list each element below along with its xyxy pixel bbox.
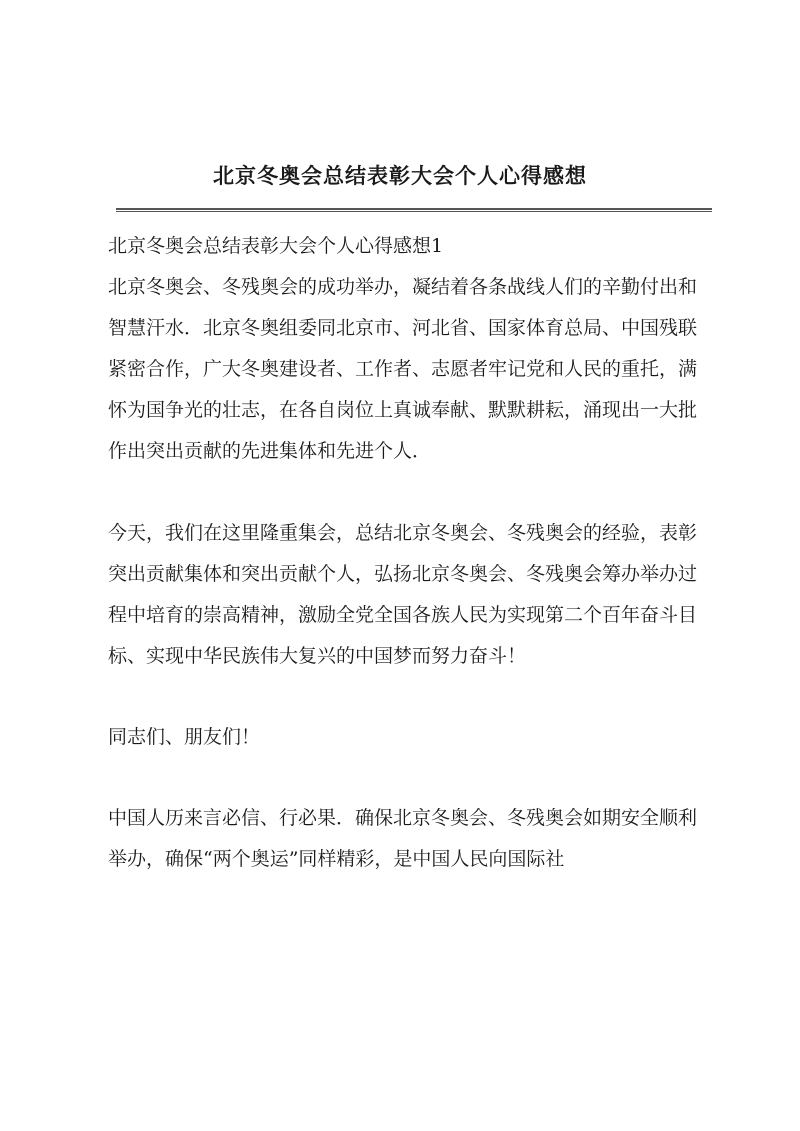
paragraph-spacer [108,472,708,513]
section-heading: 北京冬奥会总结表彰大会个人心得感想1 [108,235,444,257]
paragraph-1: 北京冬奥会、冬残奥会的成功举办，凝结着各条战线人们的辛勤付出和智慧汗水．北京冬奥组委同北京市、河北省、国家体育总局、中国残联紧密合作，广大冬奥建设者、工作者、志愿者牢记党和人民的重托，满怀为国争光的壮志，在各自岗位上真诚奉献、默默耕耘，涌现出一大批作出突出贡献的先进集体和先进个人． [108,276,698,462]
paragraph-4: 中国人历来言必信、行必果．确保北京冬奥会、冬残奥会如期安全顺利举办，确保“两个奥运”同样精彩，是中国人民向国际社 [108,807,698,870]
paragraph-spacer [108,677,708,717]
document-body [108,226,708,880]
paragraph-3: 同志们、朋友们！ [108,726,261,748]
title-divider [116,208,712,212]
paragraph-spacer [108,758,708,798]
document-title: 北京冬奥会总结表彰大会个人心得感想 [213,163,587,188]
paragraph-2: 今天，我们在这里隆重集会，总结北京冬奥会、冬残奥会的经验，表彰突出贡献集体和突出贡献个人，弘扬北京冬奥会、冬残奥会筹办举办过程中培育的崇高精神，激励全党全国各族人民为实现第二个百年奋斗目标、实现中华民族伟大复兴的中国梦而努力奋斗！ [108,522,698,667]
